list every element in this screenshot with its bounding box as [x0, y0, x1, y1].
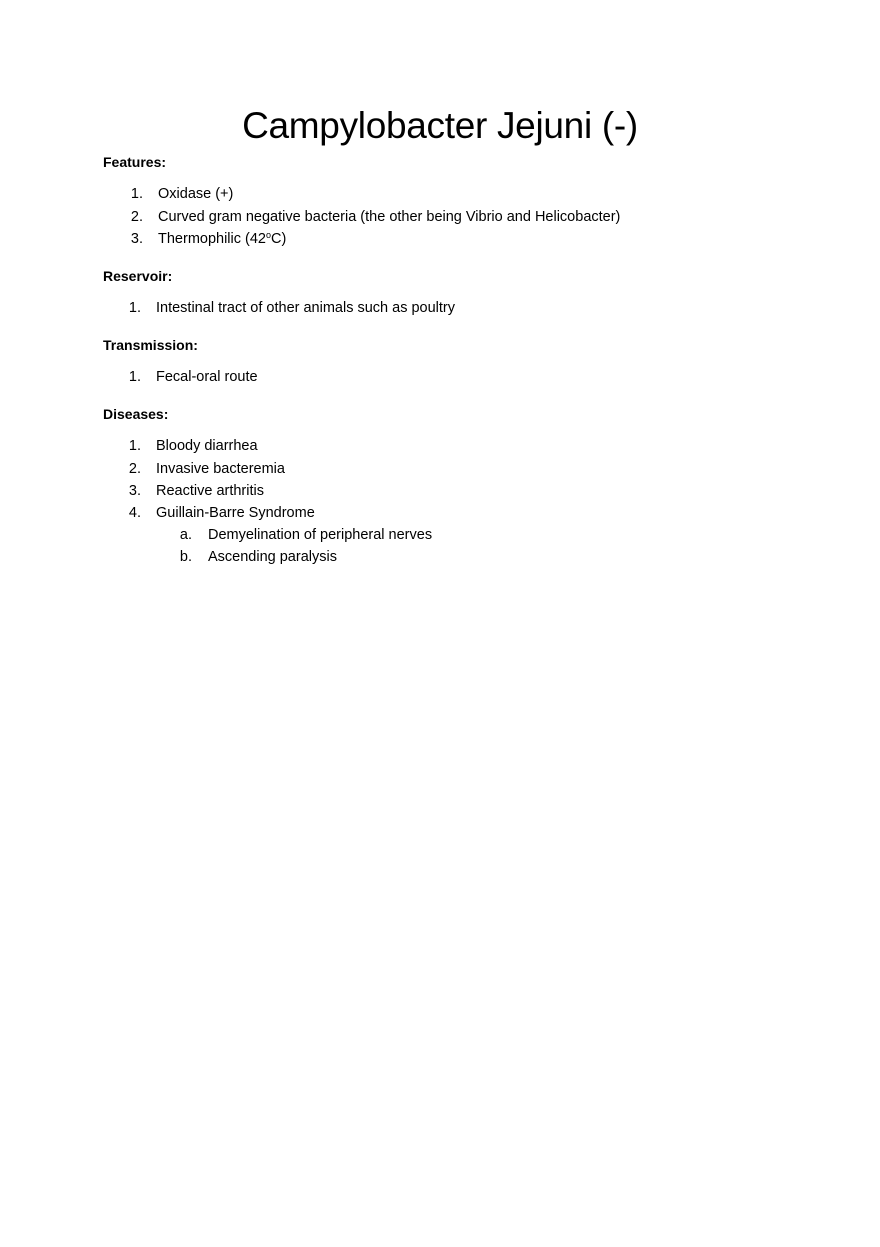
list-number: 3.: [128, 483, 141, 499]
list-number: 3.: [130, 231, 143, 247]
text-before-degree: Thermophilic (42: [158, 231, 266, 247]
list-item-text: Oxidase (+): [158, 186, 234, 202]
list-item-text: [158, 231, 286, 248]
list-item-text: Guillain-Barre Syndrome: [156, 505, 315, 521]
features-heading: Features:: [103, 154, 167, 170]
list-number: 1.: [128, 369, 141, 385]
sub-list-letter: a.: [179, 527, 192, 543]
sub-list-item-text: Ascending paralysis: [208, 549, 337, 565]
list-number: 1.: [128, 438, 141, 454]
list-item-text: Reactive arthritis: [156, 483, 264, 499]
text-after-degree: C): [271, 231, 287, 247]
list-number: 2.: [128, 461, 141, 477]
list-item-text: Fecal-oral route: [156, 369, 258, 385]
list-item-text: Intestinal tract of other animals such as poultry: [156, 300, 456, 316]
list-number: 4.: [128, 505, 141, 521]
list-item-text: Bloody diarrhea: [156, 438, 258, 454]
list-number: 1.: [130, 186, 143, 202]
diseases-heading: Diseases:: [103, 406, 169, 422]
list-item-text: Curved gram negative bacteria (the other being Vibrio and Helicobacter): [158, 209, 621, 225]
page-title: Campylobacter Jejuni (-): [242, 105, 638, 146]
reservoir-heading: Reservoir:: [103, 268, 173, 284]
list-number: 2.: [130, 209, 143, 225]
list-number: 1.: [128, 300, 141, 316]
degree-superscript: o: [266, 230, 272, 240]
transmission-heading: Transmission:: [103, 337, 198, 353]
list-item-text: Invasive bacteremia: [156, 461, 285, 477]
sub-list-item-text: Demyelination of peripheral nerves: [208, 527, 433, 543]
sub-list-letter: b.: [179, 549, 192, 565]
